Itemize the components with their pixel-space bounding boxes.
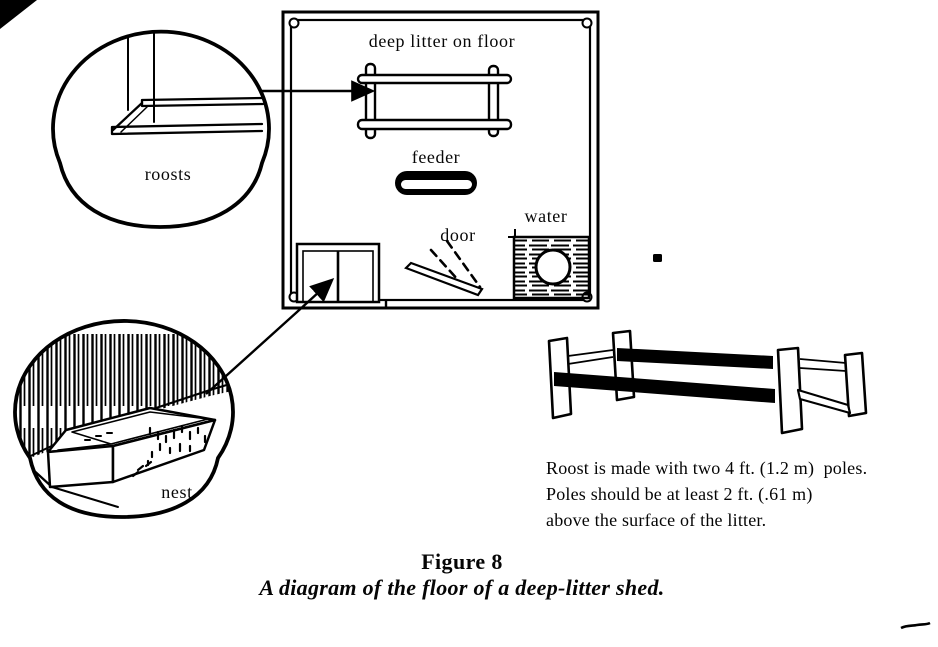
note-line-3: above the surface of the litter.	[546, 510, 767, 530]
bottom-smudge-artifact	[901, 623, 930, 628]
roost-rail	[358, 75, 511, 83]
deep-litter-label: deep litter on floor	[368, 31, 516, 51]
water-drawing	[508, 229, 589, 298]
figure-caption	[152, 549, 772, 602]
figure-title: A diagram of the floor of a deep-litter shed.	[259, 575, 665, 600]
corner-smudge-artifact	[0, 0, 37, 29]
plan-corner-post	[583, 19, 592, 28]
roosts-inset-circle	[53, 32, 269, 227]
feeder-trough-slot	[401, 180, 472, 189]
pole-outline-left	[568, 350, 613, 364]
roost-note	[546, 455, 867, 533]
note-line-2: Poles should be at least 2 ft. (.61 m)	[546, 484, 813, 504]
roosts-inset	[53, 32, 269, 227]
roost-cross-brace	[798, 390, 850, 413]
nest-callout-arrow	[206, 291, 320, 394]
plan-nest-boxes	[297, 244, 379, 302]
nest-label: nest	[161, 482, 193, 502]
roost-3d-drawing	[549, 331, 866, 433]
feeder-drawing	[395, 171, 477, 195]
figure-number: Figure 8	[421, 549, 503, 574]
roosts-label: roosts	[144, 164, 192, 184]
roost-pole-front	[554, 372, 775, 403]
feeder-label: feeder	[411, 147, 461, 167]
roost-rail	[358, 120, 511, 129]
water-fount	[536, 250, 570, 284]
note-line-1: Roost is made with two 4 ft. (1.2 m) poles.	[546, 458, 868, 478]
nest-box-left-face	[48, 446, 113, 487]
roost-pole-rear	[617, 348, 773, 369]
pole-outline-right	[800, 359, 846, 371]
water-label: water	[524, 206, 568, 226]
door-label: door	[440, 225, 476, 245]
nest-inset	[12, 321, 236, 517]
ink-speck	[653, 254, 662, 262]
plan-corner-post	[290, 19, 299, 28]
